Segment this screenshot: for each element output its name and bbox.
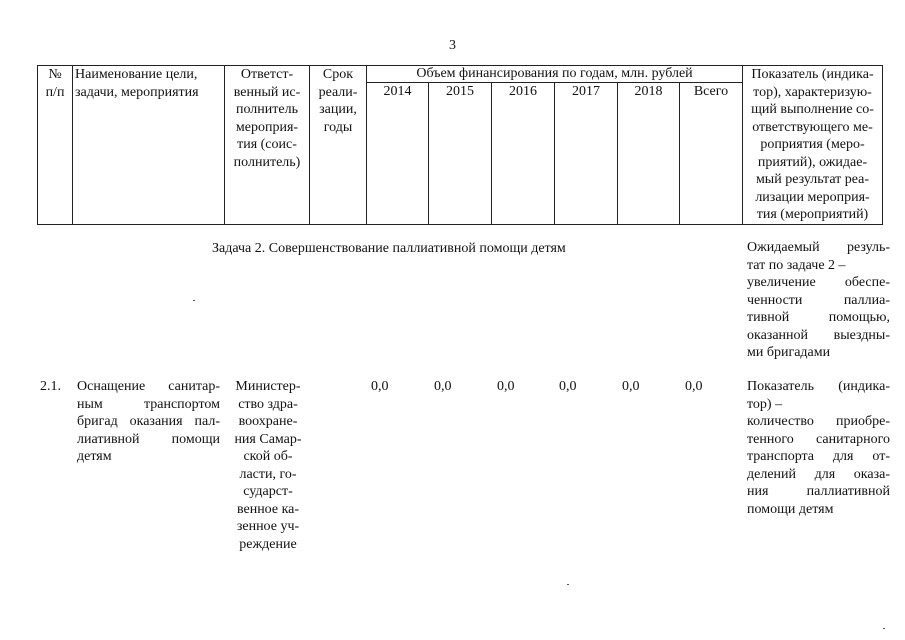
header-indicator: Показатель (индика- тор), характеризую- щий выполнение со- ответствующего ме- роприятия (меро- приятий), ожидае- мый результат реа- лизации мероприя- тия (мероприятий) (743, 66, 883, 225)
header-year-2016: 2016 (492, 82, 555, 224)
scan-speck (193, 300, 195, 301)
header-executor: Ответст- венный ис- полнитель мероприя- тия (соис- полнитель) (225, 66, 310, 225)
header-year-2015: 2015 (429, 82, 492, 224)
task-title: Задача 2. Совершенствование паллиативной помощи детям (212, 241, 566, 256)
page-number: 3 (449, 38, 456, 53)
row-value-total: 0,0 (685, 379, 703, 394)
header-year-2017: 2017 (555, 82, 618, 224)
header-total: Всего (680, 82, 743, 224)
header-term: Срок реали- зации, годы (310, 66, 367, 225)
header-name: Наименование цели, задачи, мероприятия (73, 66, 225, 225)
row-value-2014: 0,0 (371, 379, 389, 394)
row-value-2018: 0,0 (622, 379, 640, 394)
task-expected-result: Ожидаемый резуль- тат по задаче 2 – увеличение обеспе- ченности паллиа- тивной помощью, оказанной выездны- ми бригадами (747, 240, 890, 360)
row-value-2015: 0,0 (434, 379, 452, 394)
row-number: 2.1. (40, 379, 61, 394)
row-value-2016: 0,0 (497, 379, 515, 394)
scan-speck (883, 628, 885, 629)
scan-speck (567, 584, 569, 585)
header-num: № п/п (38, 66, 73, 225)
header-year-2014: 2014 (367, 82, 429, 224)
row-value-2017: 0,0 (559, 379, 577, 394)
row-executor: Министер- ство здра- воохране- ния Самар- ской об- ласти, го- сударст- венное ка- зенное уч- реждение (234, 379, 302, 552)
program-table-header (37, 65, 883, 225)
row-name: Оснащение санитар- ным транспортом бригад оказания пал- лиативной помощи детям (77, 379, 220, 464)
header-year-2018: 2018 (618, 82, 680, 224)
header-funding-title: Объем финансирования по годам, млн. рублей (367, 66, 743, 83)
row-indicator: Показатель (индика- тор) – количество приобре- тенного санитарного транспорта для от- делений для оказа- ния паллиативной помощи детям (747, 379, 890, 517)
